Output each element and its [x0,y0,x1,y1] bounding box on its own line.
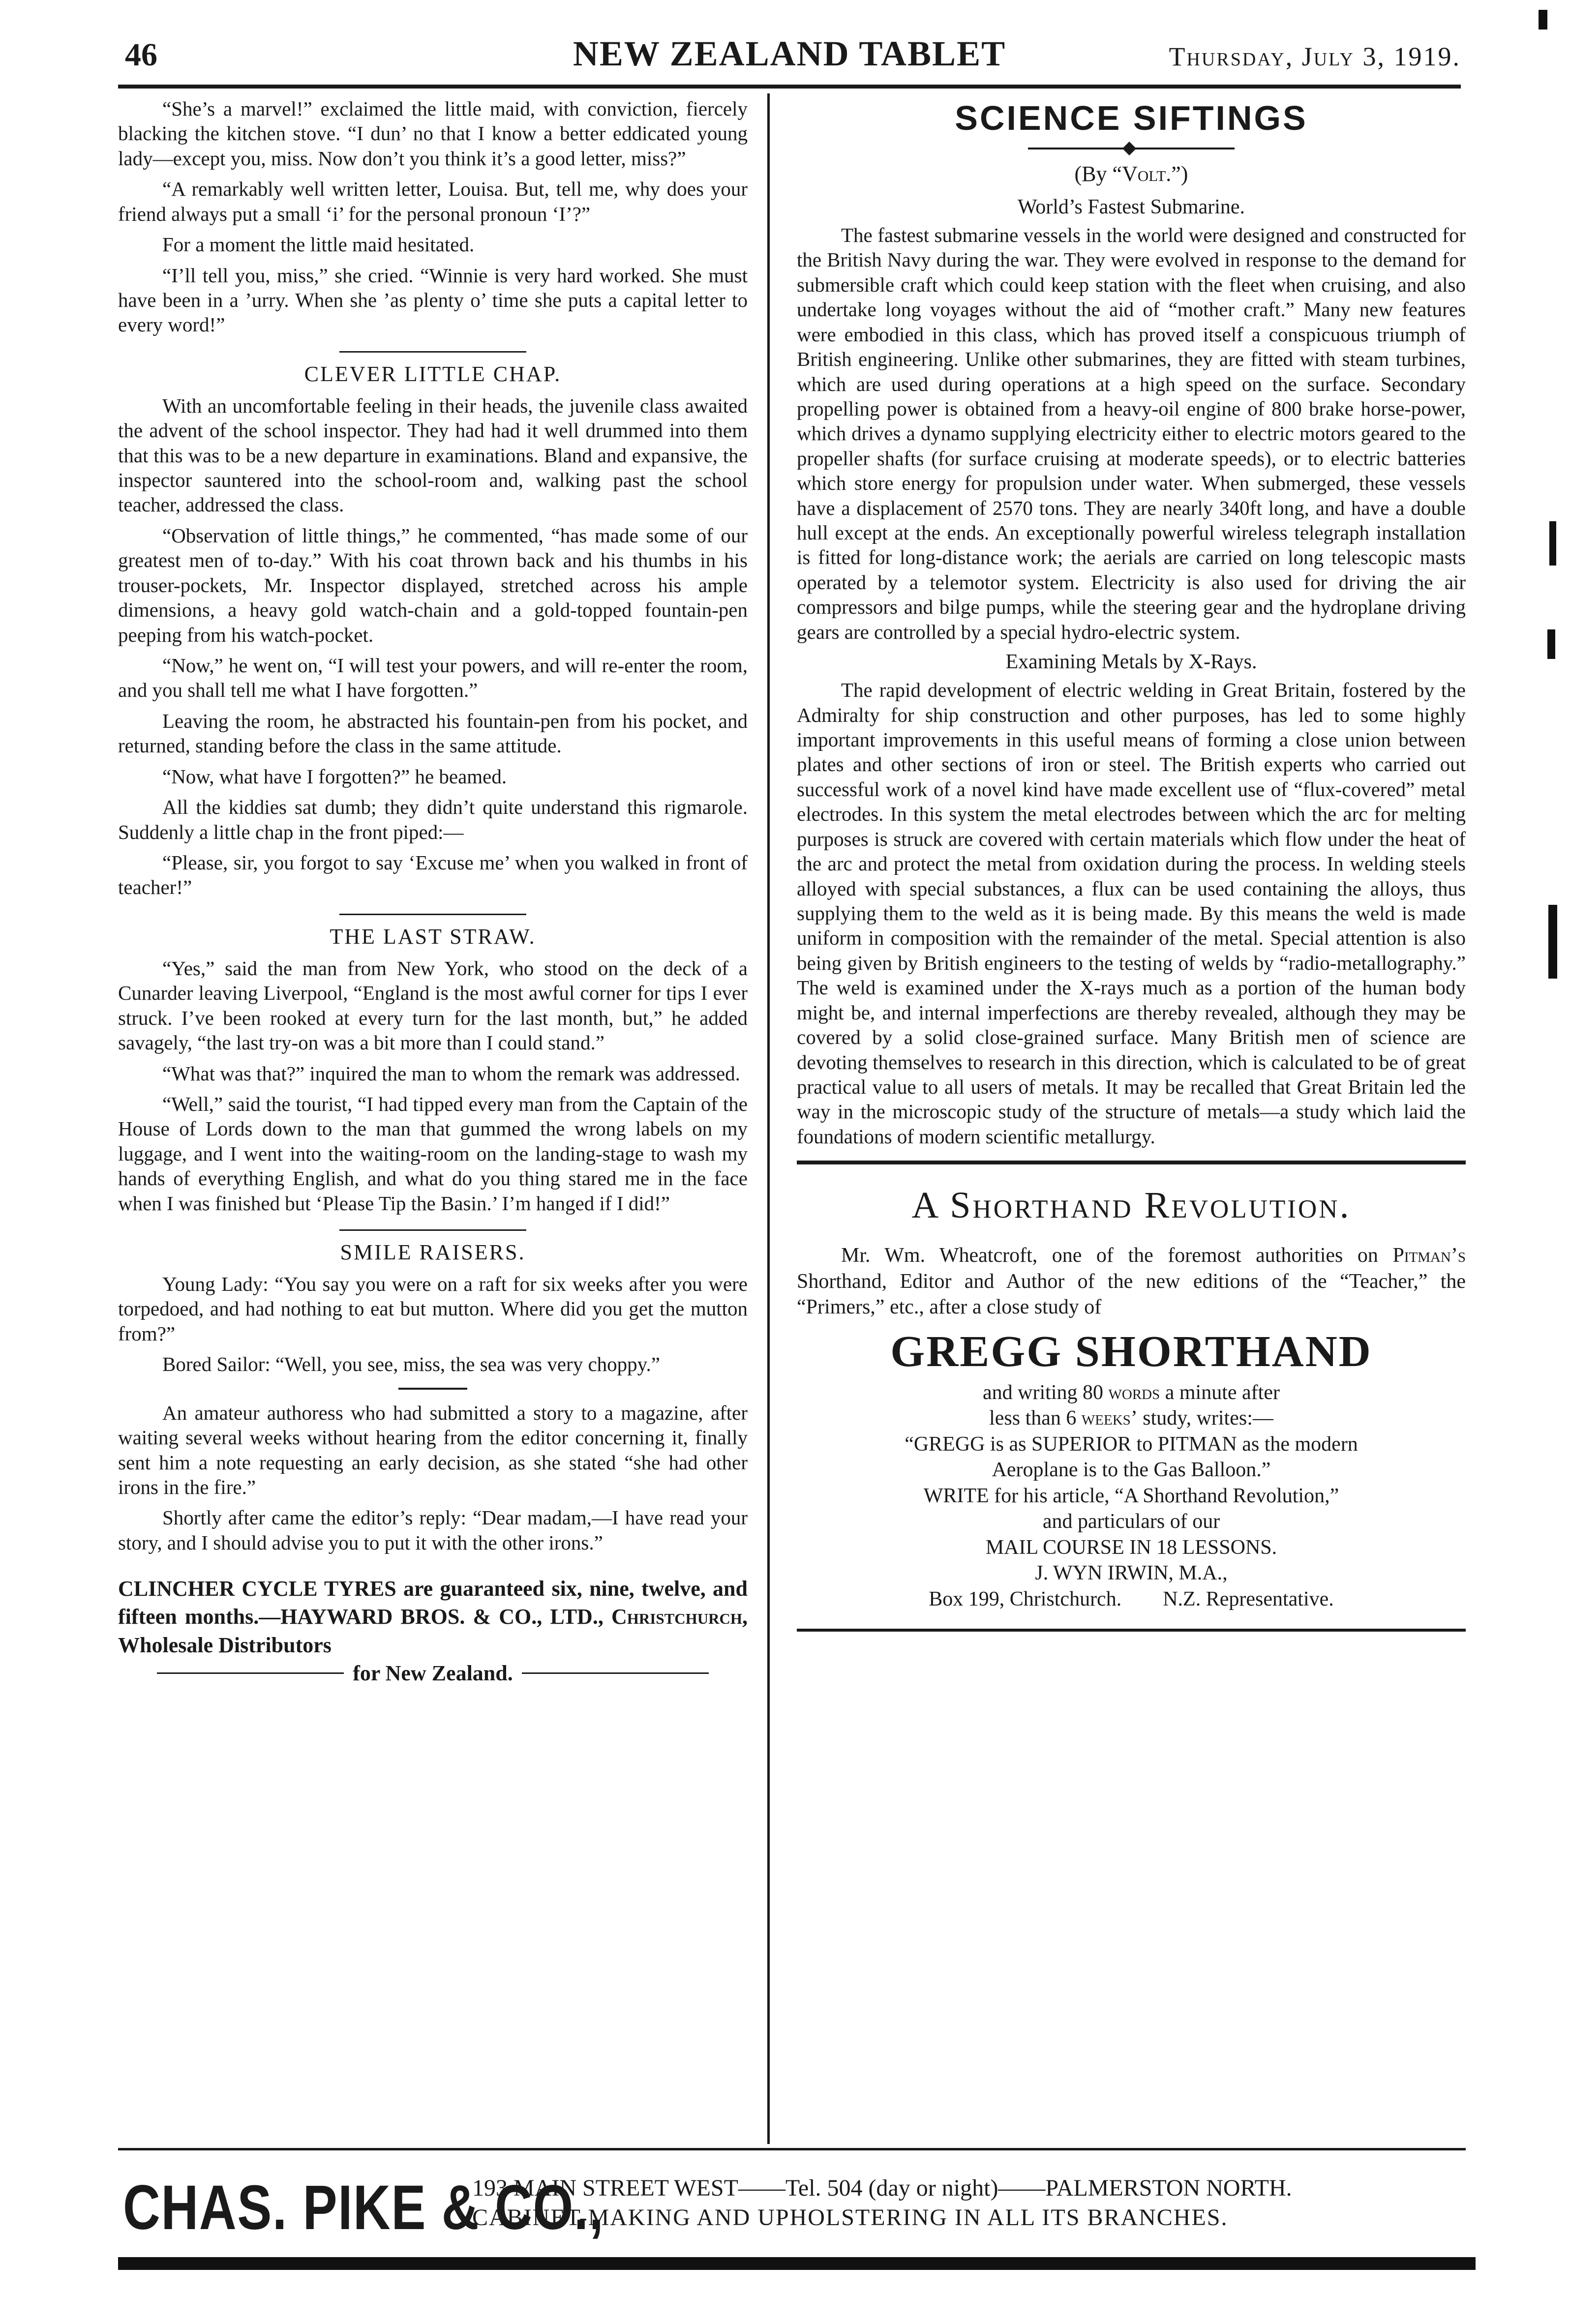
clincher-tail: Wholesale Distributors [118,1633,332,1657]
column-divider [767,93,770,2144]
page-number: 46 [125,37,157,73]
submarine-heading: World’s Fastest Submarine. [1017,196,1245,218]
rule-right [522,1672,709,1674]
shorthand-advert [797,1243,1466,1612]
advert-bottom-rule [797,1629,1466,1632]
separator-rule [398,1388,467,1390]
science-siftings-title: SCIENCE SIFTINGS [955,99,1308,137]
submarine-paragraph: The fastest submarine vessels in the world were designed and constructed for the British Navy during the war. They were evolved in response to the demand for submersible craft which could keep station with the fleet when cruising, and also undertake long voyages without the aid of “mother craft.” Many new features were embodied in this class, which has proved itself a conspicuous triumph of British engineering. Unlike other submarines, they are fitted with steam turbines, which are used during operations at a high speed on the surface. Secondary propelling power is obtained from a heavy-oil engine of 800 brake horse-power, which drives a dynamo supplying electricity either to electric motors geared to the propeller shafts (for surface cruising at moderate speeds), or to electric batteries which store energy for propulsion under water. When submerged, these vessels have a displacement of 2570 tons. They are nearly 340ft long, and have a double hull except at the ends. An exceptionally powerful wireless telegraph installation is fitted for long-distance work; the aerials are carried on long telescopic masts operated by a telemotor system. Electricity is also used for driving the air compressors and bilge pumps, while the steering gear and the hydroplane driving gears are controlled by a special hydro-electric system. [797,224,1466,643]
smile-paragraph: Young Lady: “You say you were on a raft for six weeks after you were torpedoed, and had nothing to eat but mutton. Where did you get the mutton from?” [118,1273,748,1345]
smile-paragraph: Bored Sailor: “Well, you see, miss, the sea was very choppy.” [162,1353,660,1376]
straw-heading: THE LAST STRAW. [330,924,536,949]
right-column [797,96,1466,1632]
clincher-text: CLINCHER CYCLE TYRES are guaranteed six, nine, twelve, and fifteen months.—HAYWARD BROS. & CO., LTD., [118,1577,748,1629]
clever-paragraph: With an uncomfortable feeling in their heads, the juvenile class awaited the advent of the school inspector. They had had it well drummed into them that this was to be a new departure in examinations. Bland and expansive, the inspector sauntered into the school-room and, walking past the school teacher, addressed the class. [118,394,748,516]
straw-paragraph: “Yes,” said the man from New York, who stood on the deck of a Cunarder leaving Liverpool, “England is the most awful corner for tips I ever struck. I’ve been rooked at every turn for the last month, but,” he added savagely, “the last try-on was a bit more than I could stand.” [118,956,748,1054]
authoress-paragraph: An amateur authoress who had submitted a story to a magazine, after waiting several weeks without hearing from the editor concerning it, finally sent him a note requesting an early decision, as she stated “she had other irons in the fire.” [118,1401,748,1498]
left-column [118,96,748,1687]
masthead [118,30,1461,89]
ad-line: less than 6 weeks’ study, writes:— [989,1407,1273,1430]
clever-paragraph: All the kiddies sat dumb; they didn’t quite understand this rigmarole. Suddenly a little chap in the front piped:— [118,796,748,843]
clincher-city: Christchurch, [611,1605,748,1629]
xray-heading: Examining Metals by X-Rays. [1005,651,1257,674]
intro-paragraph: For a moment the little maid hesitated. [162,233,475,256]
intro-paragraph: “I’ll tell you, miss,” she cried. “Winnie is very hard worked. She must have been in a ’urry. When she ’as plenty o’ time she puts a capital letter to every word!” [118,264,748,336]
gregg-shorthand-heading: GREGG SHORTHAND [890,1327,1372,1376]
advertiser-name: J. WYN IRWIN, M.A., [1035,1562,1228,1585]
rule-left [157,1672,344,1674]
scan-mark [1548,905,1557,979]
authoress-paragraph: Shortly after came the editor’s reply: “Dear madam,—I have read your story, and I should advise you to put it with the other irons.” [118,1506,748,1554]
footer-rule [118,2148,1466,2150]
byline-author: Volt [1122,162,1166,186]
clever-paragraph: “Now, what have I forgotten?” he beamed. [162,765,507,788]
ad-line: WRITE for his article, “A Shorthand Revolution,” [923,1484,1339,1507]
clever-paragraph: “Please, sir, you forgot to say ‘Excuse me’ when you walked in front of teacher!” [118,851,748,899]
firm-name: CHAS. PIKE & CO., [123,2173,604,2243]
firm-trade: CABINET-MAKING AND UPHOLSTERING IN ALL ITS BRANCHES. [472,2205,1228,2231]
shorthand-ad-title: A Shorthand Revolution. [911,1185,1351,1226]
footer-bar [118,2257,1476,2270]
ad-quote: “GREGG is as SUPERIOR to PITMAN as the modern [905,1432,1358,1456]
clincher-last-text: for New Zealand. [353,1661,513,1685]
masthead-rule [118,85,1461,89]
clincher-last-line [118,1659,748,1687]
advert-rule [797,1161,1466,1164]
scan-mark [1539,10,1547,30]
section-rule [339,351,526,353]
scan-mark [1547,629,1555,659]
scan-mark [1549,521,1556,566]
byline: (By “Volt.”) [1074,162,1188,186]
firm-address: 193 MAIN STREET WEST——Tel. 504 (day or night)——PALMERSTON NORTH. [472,2175,1292,2201]
clever-paragraph: “Observation of little things,” he commented, “has made some of our greatest men of to-day.” With his coat thrown back and his thumbs in his trouser-pockets, Mr. Inspector displayed, stretched across his ample dimensions, a heavy gold watch-chain and a gold-topped fountain-pen peeping from his watch-pocket. [118,524,748,646]
advertiser-address: Box 199, Christchurch. N.Z. Representative. [929,1587,1334,1610]
straw-paragraph: “Well,” said the tourist, “I had tipped every man from the Captain of the House of Lords down to the man that gummed the wrong labels on my luggage, and I went into the waiting-room on the landing-stage to wash my hands of everything English, and what do you thing stared me in the face when I was finished but ‘Please Tip the Basin.’ I’m hanged if I did!” [118,1092,748,1215]
ornament-rule [1028,148,1235,149]
straw-paragraph: “What was that?” inquired the man to whom the remark was addressed. [162,1062,740,1085]
issue-date: Thursday, July 3, 1919. [1169,42,1461,71]
ad-line: and writing 80 words a minute after [983,1381,1280,1404]
mail-course: MAIL COURSE IN 18 LESSONS. [985,1536,1277,1559]
ad-intro: Mr. Wm. Wheatcroft, one of the foremost authorities on Pitman’s Shorthand, Editor and Author of the new editions of the “Teacher,” the “Primers,” etc., after a close study of [797,1244,1466,1319]
ad-quote: Aeroplane is to the Gas Balloon.” [992,1459,1271,1482]
clever-heading: CLEVER LITTLE CHAP. [304,361,562,386]
section-rule [339,914,526,915]
clever-paragraph: “Now,” he went on, “I will test your powers, and will re-enter the room, and you shall tell me what I have forgotten.” [118,654,748,702]
clincher-advert [118,1575,748,1687]
intro-paragraph: “She’s a marvel!” exclaimed the little maid, with conviction, fiercely blacking the kitchen stove. “I dun’ no that I know a better eddicated young lady—except you, miss. Now don’t you think it’s a good letter, miss?” [118,97,748,170]
intro-paragraph: “A remarkably well written letter, Louisa. But, tell me, why does your friend always put a small ‘i’ for the personal pronoun ‘I’?” [118,178,748,225]
xray-paragraph: The rapid development of electric welding in Great Britain, fostered by the Admiralty for ship construction and other purposes, has led to some highly important improvements in this useful means of forming a close union between plates and other sections of iron or steel. The British experts who carried out successful work of a novel kind have made excellent use of “flux-covered” metal electrodes. In this system the metal electrodes between which the arc for melting purposes is struck are covered with certain materials which flow under the heat of the arc and protect the metal from oxidation during the process. In welding steels alloyed with special substances, a flux can be used containing the alloys, thus supplying them to the weld as it is being made. By this means the weld is made uniform in composition with the remainder of the metal. Special attention is also being given by British engineers to the testing of welds by “radio-metallography.” The weld is examined under the X-rays much as a portion of the human body might be, and internal imperfections are thereby revealed, although they may be covered by a solid close-grained surface. Many British men of science are devoting themselves to research in this direction, which is calculated to be of great practical value to all users of metals. It may be recalled that Great Britain led the way in the microscopic study of the structure of metals—a study which laid the foundations of modern scientific metallurgy. [797,679,1466,1148]
section-rule [339,1229,526,1231]
newspaper-title: NEW ZEALAND TABLET [573,34,1006,73]
ad-line: and particulars of our [1042,1510,1220,1533]
clever-paragraph: Leaving the room, he abstracted his fountain-pen from his pocket, and returned, standing before the class in the same attitude. [118,709,748,757]
smile-heading: SMILE RAISERS. [340,1240,526,1265]
